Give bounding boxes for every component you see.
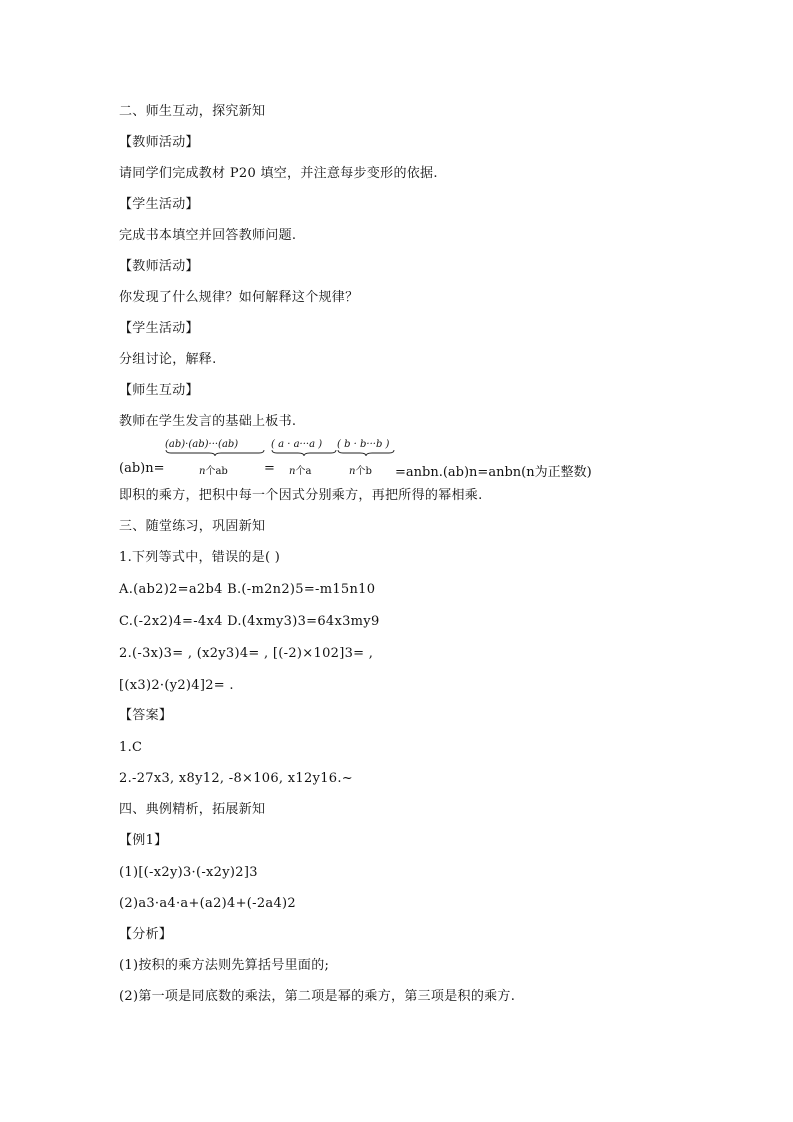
analysis-label: 【分析】 bbox=[119, 927, 173, 942]
analysis-1: (1)按积的乘方法则先算括号里面的; bbox=[119, 958, 330, 973]
section-heading-4: 四、典例精析，拓展新知 bbox=[119, 802, 266, 817]
question-1: 1.下列等式中，错误的是( ) bbox=[119, 550, 281, 565]
paragraph: 你发现了什么规律？如何解释这个规律？ bbox=[119, 290, 359, 305]
question-2-continued: [(x3)2·(y2)4]2= . bbox=[119, 678, 234, 693]
formula-bottom-term-1 bbox=[199, 462, 228, 477]
underbrace-1 bbox=[165, 449, 265, 457]
formula-n-variable: n bbox=[349, 466, 356, 477]
formula-count-label: 个a bbox=[295, 466, 312, 477]
example-1-part-2: (2)a3·a4·a+(a2)4+(-2a4)2 bbox=[119, 896, 296, 911]
paragraph: 即积的乘方，把积中每一个因式分别乘方，再把所得的幂相乘. bbox=[119, 488, 483, 503]
section-heading-2: 二、师生互动，探究新知 bbox=[119, 104, 266, 119]
student-activity-label: 【学生活动】 bbox=[119, 197, 199, 212]
example-1-part-1: (1)[(-x2y)3·(-x2y)2]3 bbox=[119, 865, 258, 880]
formula-count-label: 个b bbox=[355, 466, 372, 477]
formula-count-label: 个ab bbox=[205, 466, 228, 477]
power-of-product-formula bbox=[119, 437, 739, 479]
paragraph: 分组讨论，解释. bbox=[119, 352, 217, 367]
teacher-activity-label: 【教师活动】 bbox=[119, 259, 199, 274]
formula-top-term-1: (ab)·(ab)···(ab) bbox=[165, 439, 239, 450]
formula-bottom-term-3 bbox=[349, 462, 372, 477]
answer-1: 1.C bbox=[119, 740, 143, 755]
question-1-options-ab: A.(ab2)2=a2b4 B.(-m2n2)5=-m15n10 bbox=[119, 582, 376, 597]
paragraph: 完成书本填空并回答教师问题. bbox=[119, 228, 297, 243]
formula-top-term-3: ( b · b···b ) bbox=[337, 439, 390, 450]
answer-2: 2.-27x3, x8y12, -8×106, x12y16.~ bbox=[119, 771, 353, 786]
question-2: 2.(-3x)3= , (x2y3)4= , [(-2)×102]3= , bbox=[119, 646, 374, 661]
student-activity-label: 【学生活动】 bbox=[119, 321, 199, 336]
example-label: 【例1】 bbox=[119, 833, 168, 848]
paragraph: 请同学们完成教材 P20 填空，并注意每步变形的依据. bbox=[119, 166, 438, 181]
teacher-activity-label: 【教师活动】 bbox=[119, 135, 199, 150]
underbrace-2 bbox=[271, 449, 337, 457]
formula-equals: = bbox=[264, 461, 275, 476]
formula-n-variable: n bbox=[199, 466, 206, 477]
formula-rhs: =anbn.(ab)n=anbn(n为正整数) bbox=[395, 465, 592, 480]
paragraph: 教师在学生发言的基础上板书. bbox=[119, 414, 297, 429]
formula-n-variable: n bbox=[289, 466, 296, 477]
formula-bottom-term-2 bbox=[289, 462, 311, 477]
section-heading-3: 三、随堂练习，巩固新知 bbox=[119, 519, 266, 534]
formula-top-term-2: ( a · a···a ) bbox=[271, 439, 323, 450]
answer-label: 【答案】 bbox=[119, 708, 173, 723]
formula-lhs: (ab)n= bbox=[119, 461, 165, 476]
interaction-label: 【师生互动】 bbox=[119, 383, 199, 398]
underbrace-3 bbox=[337, 449, 395, 457]
question-1-options-cd: C.(-2x2)4=-4x4 D.(4xmy3)3=64x3my9 bbox=[119, 614, 380, 629]
analysis-2: (2)第一项是同底数的乘法，第二项是幂的乘方，第三项是积的乘方. bbox=[119, 989, 516, 1004]
